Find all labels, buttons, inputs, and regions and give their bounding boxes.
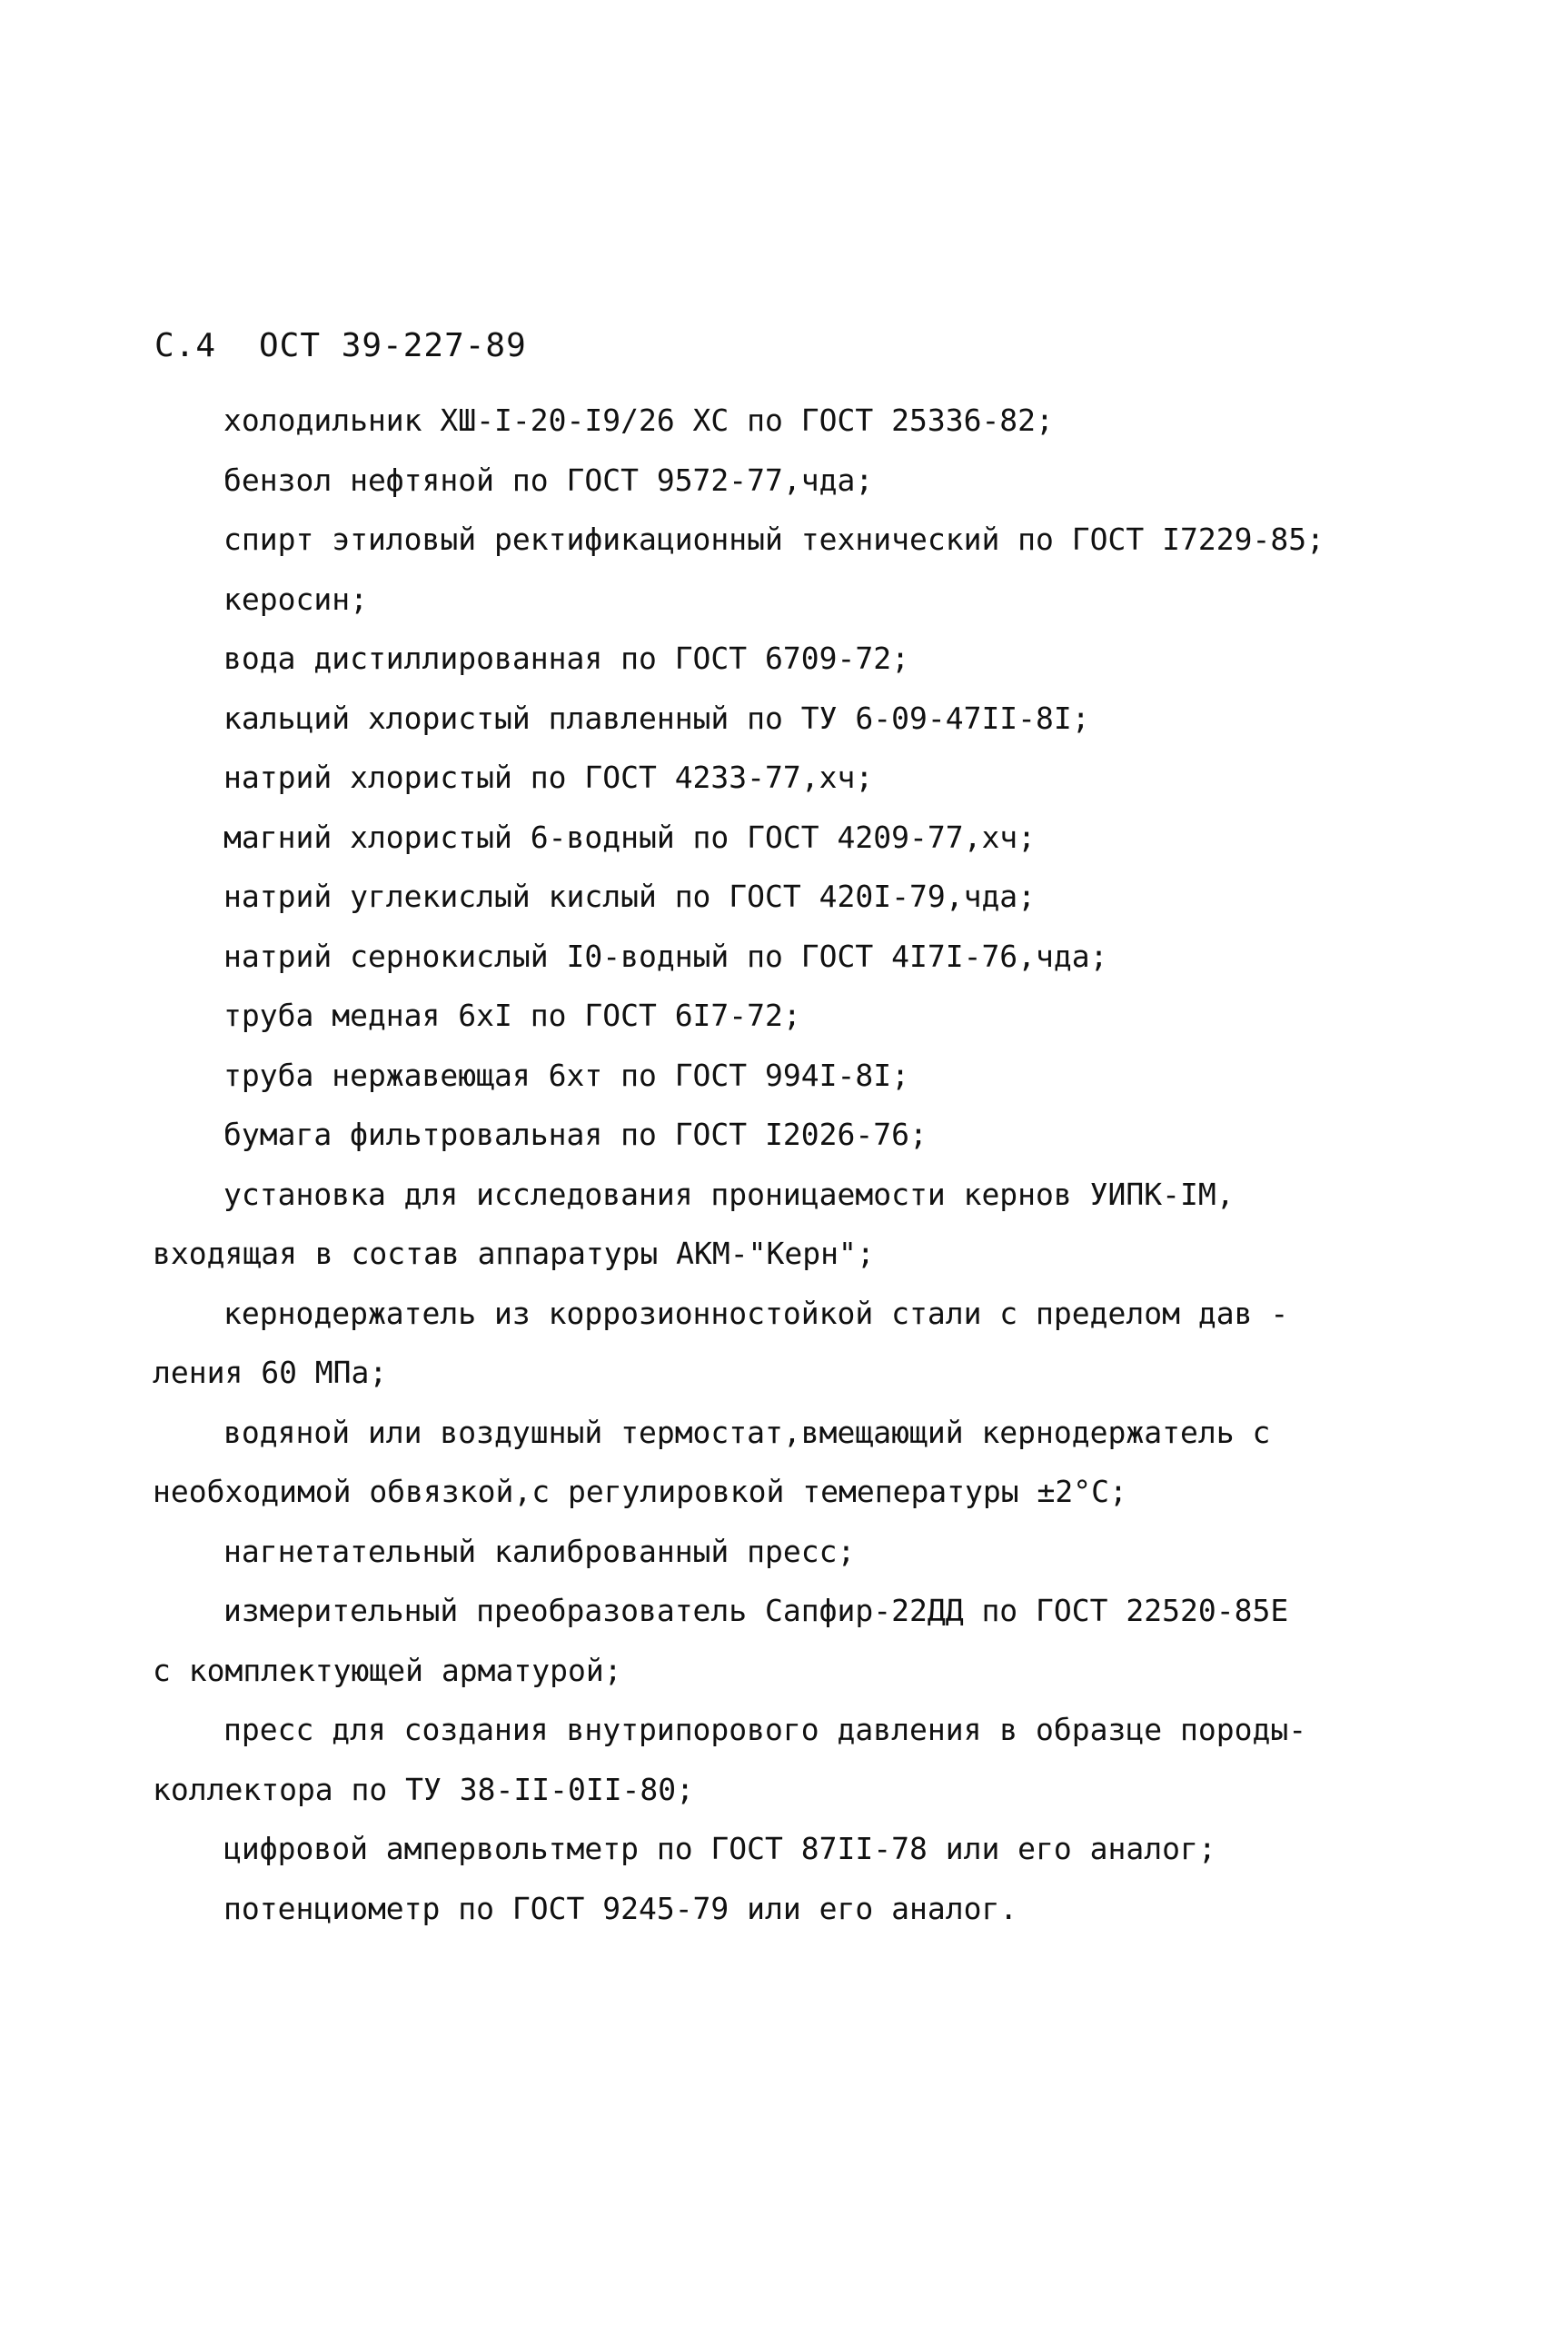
- list-line: потенциометр по ГОСТ 9245-79 или его аналог.: [223, 1890, 1018, 1926]
- list-line: водяной или воздушный термостат,вмещающий кернодержатель с: [223, 1414, 1271, 1450]
- list-line: керосин;: [223, 581, 368, 617]
- page-header: [154, 327, 527, 364]
- list-line: натрий хлористый по ГОСТ 4233-77,хч;: [223, 760, 874, 795]
- list-line: холодильник ХШ-I-20-I9/26 ХС по ГОСТ 25336-82;: [223, 403, 1054, 438]
- list-line: кернодержатель из коррозионностойкой стали с пределом дав -: [223, 1295, 1289, 1331]
- list-line: ления 60 МПа;: [153, 1355, 388, 1390]
- equipment-list: [153, 391, 1325, 1938]
- list-line: кальций хлористый плавленный по ТУ 6-09-47II-8I;: [223, 700, 1090, 736]
- list-line: труба медная 6хI по ГОСТ 6I7-72;: [223, 998, 801, 1033]
- list-line: вода дистиллированная по ГОСТ 6709-72;: [223, 641, 909, 676]
- list-line: труба нержавеющая 6хт по ГОСТ 994I-8I;: [223, 1057, 909, 1093]
- list-line: магний хлористый 6-водный по ГОСТ 4209-77,хч;: [223, 819, 1037, 855]
- list-line: измерительный преобразователь Сапфир-22ДД по ГОСТ 22520-85Е: [223, 1593, 1289, 1628]
- list-line: нагнетательный калиброванный пресс;: [223, 1533, 856, 1569]
- list-line: коллектора по ТУ 38-II-0II-80;: [153, 1771, 695, 1807]
- list-line: цифровой ампервольтметр по ГОСТ 87II-78 или его аналог;: [223, 1831, 1216, 1866]
- page-number: С.4: [154, 327, 217, 364]
- list-line: спирт этиловый ректификационный технический по ГОСТ I7229-85;: [223, 522, 1325, 557]
- list-line: бумага фильтровальная по ГОСТ I2026-76;: [223, 1117, 928, 1152]
- list-line: натрий сернокислый I0-водный по ГОСТ 4I7I-76,чда;: [223, 938, 1108, 974]
- list-line: входящая в состав аппаратуры АКМ-"Керн";: [153, 1236, 875, 1271]
- list-line: натрий углекислый кислый по ГОСТ 420I-79,чда;: [223, 879, 1037, 914]
- list-line: пресс для создания внутрипорового давления в образце породы-: [223, 1712, 1307, 1747]
- list-line: бензол нефтяной по ГОСТ 9572-77,чда;: [223, 462, 874, 498]
- list-line: с комплектующей арматурой;: [153, 1652, 622, 1688]
- list-line: необходимой обвязкой,с регулировкой темепературы ±2°С;: [153, 1474, 1127, 1509]
- document-code: ОСТ 39-227-89: [259, 327, 527, 364]
- list-line: установка для исследования проницаемости кернов УИПК-IМ,: [223, 1176, 1235, 1212]
